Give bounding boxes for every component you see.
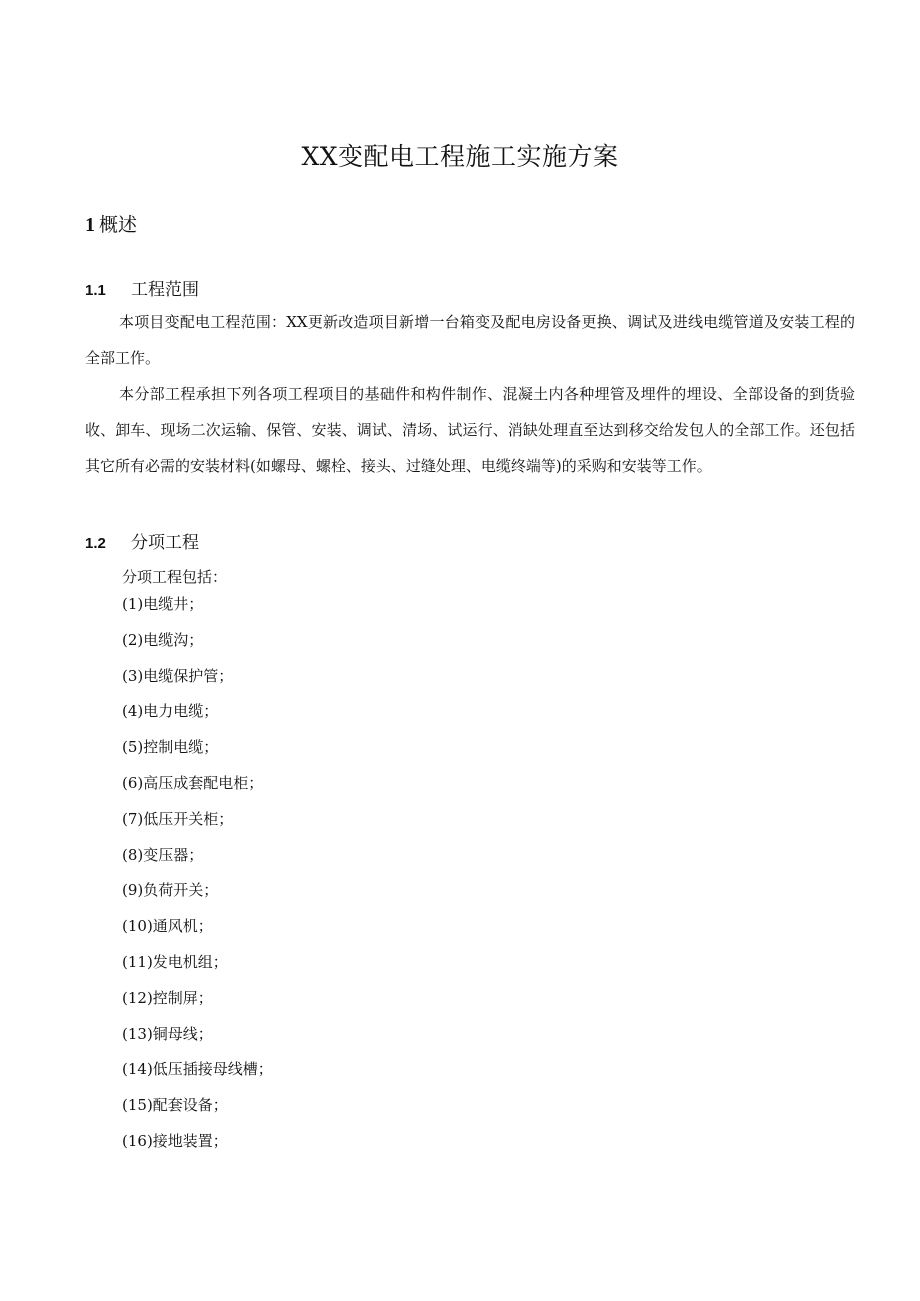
scope-paragraph-1: 本项目变配电工程范围：XX更新改造项目新增一台箱变及配电房设备更换、调试及进线电缆管道及安装工程的全部工作。 xyxy=(85,313,855,367)
list-item: (10)通风机； xyxy=(122,917,213,936)
section-1-2-number: 1.2 xyxy=(85,535,106,552)
section-1-title: 概述 xyxy=(99,214,138,236)
section-1-1-number: 1.1 xyxy=(85,282,106,299)
list-item: (12)控制屏； xyxy=(122,988,213,1007)
section-1-1-title: 工程范围 xyxy=(131,280,199,300)
list-item: (7)低压开关柜； xyxy=(122,809,234,828)
list-item: (2)电缆沟； xyxy=(122,630,204,649)
list-item: (11)发电机组； xyxy=(122,952,228,971)
section-1-number: 1 xyxy=(85,214,95,236)
list-item: (9)负荷开关； xyxy=(122,881,219,900)
scope-paragraph-2: 本分部工程承担下列各项工程项目的基础件和构件制作、混凝土内各种埋管及埋件的埋设、全部设备的到货验收、卸车、现场二次运输、保管、安装、调试、清场、试运行、消缺处理直至达到移交给发包人的全部工作。还包括其它所有必需的安装材料(如螺母、螺栓、接头、过缝处理、电缆终端等)的采购和安装等工作。 xyxy=(85,385,855,475)
document-title: XX变配电工程施工实施方案 xyxy=(301,142,619,171)
list-item: (3)电缆保护管； xyxy=(122,666,234,685)
subitems-list xyxy=(122,594,273,1167)
section-1-2-heading xyxy=(85,528,199,553)
list-item: (1)电缆井； xyxy=(122,595,204,613)
list-item: (13)铜母线； xyxy=(122,1024,213,1043)
list-item: (6)高压成套配电柜； xyxy=(122,773,264,792)
section-1-2-title: 分项工程 xyxy=(131,533,199,553)
list-item: (14)低压插接母线槽； xyxy=(122,1060,273,1079)
section-1-heading xyxy=(85,210,137,237)
list-item: (5)控制电缆； xyxy=(122,738,219,757)
list-item: (15)配套设备； xyxy=(122,1096,228,1115)
list-item: (16)接地装置； xyxy=(122,1131,228,1150)
subitems-intro: 分项工程包括： xyxy=(122,568,228,586)
section-1-1-heading xyxy=(85,275,199,300)
list-item: (4)电力电缆； xyxy=(122,702,219,721)
list-item: (8)变压器； xyxy=(122,845,204,864)
